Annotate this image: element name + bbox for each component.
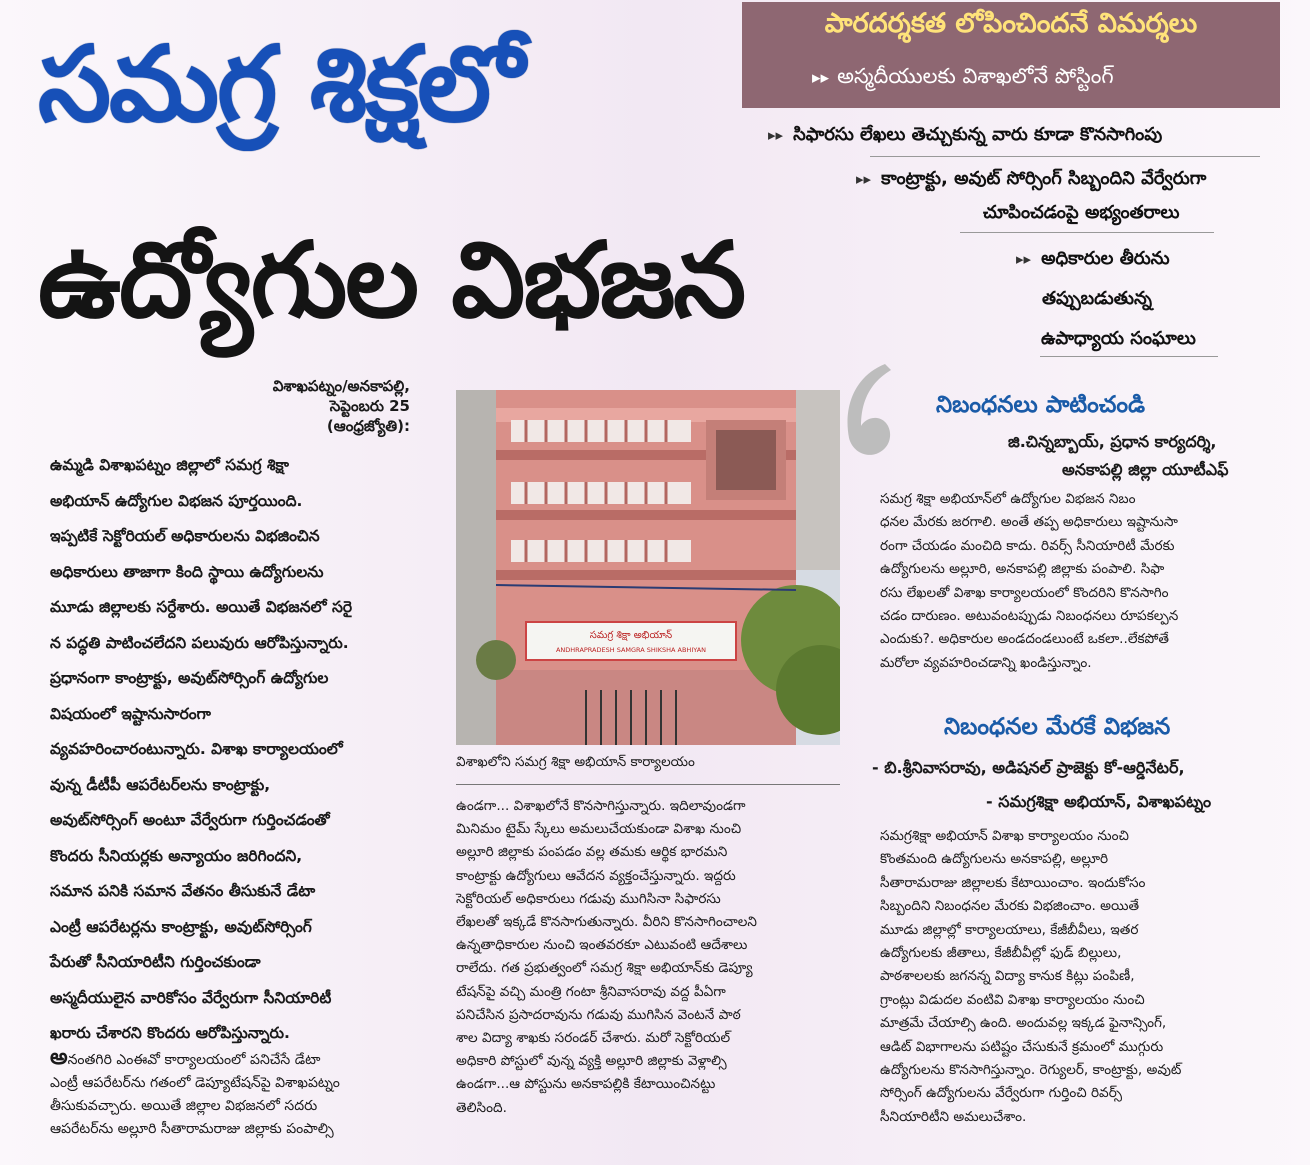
text-line: పేరుతో సీనియారిటీని గుర్తించకుండా [50,953,261,971]
building-illustration [456,390,840,745]
highlight-3b: తప్పుబడుతున్న [1042,288,1152,309]
text-line: మినిమం టైమ్ స్కేలు అమలుచేయకుండా విశాఖ నుంచి [456,821,742,838]
sign-subtext: ANDHRAPRADESH SAMGRA SHIKSHA ABHIYAN [555,646,707,654]
middle-column [456,795,840,1120]
divider [456,784,840,785]
highlight-3-text: అధికారుల తీరును [1041,248,1170,269]
dateline: విశాఖపట్నం/అనకాపల్లి, సెప్టెంబరు 25 (ఆంధ్రజ్యోతి): [272,377,410,435]
banner-subline-text: అస్మదీయులకు విశాఖలోనే పోస్టింగ్ [837,64,1114,88]
text-line [50,1046,442,1072]
section-title-1: నిబంధనలు పాటించండి [936,392,1146,418]
double-arrow-icon: ▸▸ [856,170,872,188]
text-line: అధికారులు తాజాగా కింది స్థాయి ఉద్యోగులను [50,562,324,581]
text-line: మూడు జిల్లాలకు సర్దేశారు. అయితే విభజనలో సరై [50,598,353,616]
text-line: కొందరు సీనియర్లకు అన్యాయం జరిగిందని, [50,846,303,865]
text-line: వున్న డీటీపీ ఆపరేటర్‌లను కాంట్రాక్టు, [50,775,271,794]
text-line: గ్రాంట్లు విడుదల వంటివి విశాఖ కార్యాలయం నుంచి [880,991,1145,1008]
text-line: అభియాన్ ఉద్యోగుల విభజన పూర్తయింది. [50,491,303,510]
drop-cap: అ [50,1045,68,1070]
highlight-1-text: సిఫారసు లేఖలు తెచ్చుకున్న వారు కూడా కొనసాగింపు [793,124,1163,145]
text-line: అధికారి పోస్టులో వున్న వ్యక్తి అల్లూరి జిల్లాకు వెళ్లాల్సి [456,1053,727,1070]
text-line: విషయంలో ఇష్టానుసారంగా [50,704,211,723]
text-line: రాలేదు. గత ప్రభుత్వంలో సమగ్ర శిక్షా అభియాన్‌కు డెప్యూ [456,960,753,977]
text-line: ఉద్యోగులను అల్లూరి, అనకాపల్లి జిల్లాకు పంపాలి. సిఫా [880,561,1165,578]
text-line: ఎందుకు?. అధికారుల అండదండలుంటే ఒకలా..లేకపోతే [880,631,1169,648]
text-line: ఉండగా... విశాఖలోనే కొనసాగిస్తున్నారు. ఇదిలావుండగా [456,798,746,814]
highlight-3 [1016,248,1170,273]
section-byline-1a: జి.చిన్నబ్బాయ్, ప్రధాన కార్యదర్శి, [1008,432,1217,451]
sign-text: సమగ్ర శిక్షా అభియాన్ [589,630,673,641]
double-arrow-icon: ▸▸ [1016,250,1032,268]
text-line: రంగా చేయడం మంచిది కాదు. రివర్స్ సీనియారిటీ మేరకు [880,537,1175,554]
highlight-2 [856,168,1206,193]
divider [870,156,1260,157]
photo-caption: విశాఖలోని సమగ్ర శిక్షా అభియాన్ కార్యాలయం [456,754,695,770]
text-line: అస్మదీయులైన వారికోసం వేర్వేరుగా సీనియారిటీ [50,988,332,1007]
text-line: శాల విద్యా శాఖకు సరండర్ చేశారు. మరో సెక్టోరియల్ [456,1030,731,1047]
highlight-3c: ఉపాధ్యాయ సంఘాలు [1041,328,1196,349]
section-byline-2a: - బి.శ్రీనివాసరావు, అడిషనల్ ప్రాజెక్టు కో-ఆర్డినేటర్, [872,758,1185,777]
section-title-2: నిబంధనల మేరకే విభజన [944,714,1171,740]
text-line: అల్లూరి జిల్లాకు పంపడం వల్ల తమకు ఆర్థిక భారమని [456,844,728,861]
text-line: కాంట్రాక్టు ఉద్యోగులు ఆవేదన వ్యక్తంచేస్తున్నారు. ఇద్దరు [456,867,736,884]
text-line: తీసుకువచ్చారు. అయితే జిల్లాల విభజనలో సదరు [50,1098,318,1114]
text-line: సమగ్ర శిక్షా అభియాన్‌లో ఉద్యోగుల విభజన నిబం [880,491,1136,507]
text-line: కొంతమంది ఉద్యోగులను అనకాపల్లి, అల్లూరి [880,851,1109,868]
text-line: ఉద్యోగులను కొనసాగిస్తున్నాం. రెగ్యులర్, కాంట్రాక్టు, అవుట్ [880,1062,1182,1079]
banner-title: పారదర్శకత లోపించిందనే విమర్శలు [824,8,1198,39]
text-line: సమాన పనికి సమాన వేతనం తీసుకునే డేటా [50,882,316,900]
double-arrow-icon: ▸▸ [812,68,830,88]
text-line: అవుట్‌సోర్సింగ్ అంటూ వేర్వేరుగా గుర్తించడంతో [50,811,330,829]
office-building-photo [456,390,840,745]
headline-line-1: సమగ్ర శిక్షలో [38,23,523,145]
text-line: ఆడిట్ విభాగాలను పటిష్టం చేసుకునే క్రమంలో ముగ్గురు [880,1038,1164,1055]
divider [960,232,1214,233]
highlight-2b: చూపించడంపై అభ్యంతరాలు [983,202,1180,223]
text-line: ఉండగా...ఆ పోస్టును అనకాపల్లికి కేటాయించినట్టు [456,1076,716,1093]
text-line: సిబ్బందిని నిబంధనల మేరకు విభజించాం. అయితే [880,898,1140,915]
section-2-body [880,825,1260,1129]
section-byline-1b: అనకాపల్లి జిల్లా యూటీఎఫ్ [1062,460,1229,479]
text-line: పాఠశాలలకు జగనన్న విద్యా కానుక కిట్లు పంపిణీ, [880,968,1135,985]
text-line: పనిచేసిన ప్రసాదరావును గడువు ముగిసిన వెంటనే పాఠ [456,1006,741,1023]
text-line: ఉద్యోగులకు జీతాలు, కేజీబీవీల్లో ఫుడ్ బిల్లులు, [880,945,1122,962]
text-line: లేఖలతో ఇక్కడే కొనసాగుతున్నారు. వీరిని కొనసాగించాలని [456,914,757,931]
text-line: ఉమ్మడి విశాఖపట్నం జిల్లాలో సమగ్ర శిక్షా [50,456,289,474]
text-line: ధనల మేరకు జరగాలి. అంతే తప్ప అధికారులు ఇష్టానుసా [880,514,1178,531]
text-line: న పద్ధతి పాటించలేదని పలువురు ఆరోపిస్తున్నారు. [50,633,349,652]
text-line: ఖరారు చేశారని కొందరు ఆరోపిస్తున్నారు. [50,1024,290,1042]
text-line: తెలిసింది. [456,1099,507,1116]
text-first-line: నంతగిరి ఎంఈవో కార్యాలయంలో పనిచేసే డేటా [67,1052,321,1068]
left-column-body [50,1046,442,1141]
text-line: రసు లేఖలతో విశాఖ కార్యాలయంలో కొందరిని కొనసాగిం [880,584,1169,601]
text-line: మాత్రమే చేయాల్సి ఉంది. అందువల్ల ఇక్కడ ఫైనాన్సింగ్, [880,1015,1167,1032]
text-line: ప్రధానంగా కాంట్రాక్టు, అవుట్‌సోర్సింగ్ ఉద్యోగుల [50,669,329,687]
text-line: టేషన్‌పై వచ్చి మంత్రి గంటా శ్రీనివాసరావు వద్ద పీఏగా [456,983,726,1000]
text-line: వ్యవహరించారంటున్నారు. విశాఖ కార్యాలయంలో [50,740,343,758]
section-byline-2b: - సమగ్రశిక్షా అభియాన్, విశాఖపట్నం [986,792,1212,811]
text-line: ఇప్పటికే సెక్టోరియల్ అధికారులను విభజించిన [50,527,320,545]
text-line: చడం దారుణం. అటువంటప్పుడు నిబంధనలు రూపకల్పన [880,608,1179,625]
section-1-body [880,488,1260,675]
text-line: ఉన్నతాధికారుల నుంచి ఇంతవరకూ ఎటువంటి ఆదేశాలు [456,937,748,954]
quote-mark-icon [835,356,905,466]
double-arrow-icon: ▸▸ [768,126,784,144]
text-line: సీనియారిటీని అమలుచేశాం. [880,1108,1027,1125]
highlight-2-text: కాంట్రాక్టు, అవుట్ సోర్సింగ్ సిబ్బందిని వేర్వేరుగా [881,168,1207,189]
text-line: మూడు జిల్లాల్లో కార్యాలయాలు, కేజీబీవీలు, ఇతర [880,921,1139,938]
text-line: సోర్సింగ్ ఉద్యోగులను వేర్వేరుగా గుర్తించి రివర్స్ [880,1085,1123,1102]
subheadline-banner [742,2,1280,108]
text-line: ఎంట్రీ ఆపరేటర్లను కాంట్రాక్టు, అవుట్‌సోర్సింగ్ [50,917,312,936]
highlight-1 [768,124,1162,149]
text-line: సీతారామరాజు జిల్లాలకు కేటాయించాం. ఇందుకోసం [880,874,1146,891]
left-column-bold [50,448,442,1052]
divider [1040,356,1218,357]
headline-line-2: ఉద్యోగుల విభజన [38,219,745,341]
text-line: సమగ్రశిక్షా అభియాన్ విశాఖ కార్యాలయం నుంచి [880,828,1129,844]
text-line: ఎంట్రీ ఆపరేటర్‌ను గతంలో డెప్యూటేషన్‌పై విశాఖపట్నం [50,1075,340,1091]
banner-subline [812,64,1114,94]
text-line: సెక్టోరియల్ అధికారులు గడువు ముగిసినా సిఫారసు [456,890,721,907]
text-line: ఆపరేటర్‌ను అల్లూరి సీతారామరాజు జిల్లాకు పంపాల్సి [50,1121,334,1137]
text-line: మరోలా వ్యవహరించడాన్ని ఖండిస్తున్నాం. [880,654,1092,671]
